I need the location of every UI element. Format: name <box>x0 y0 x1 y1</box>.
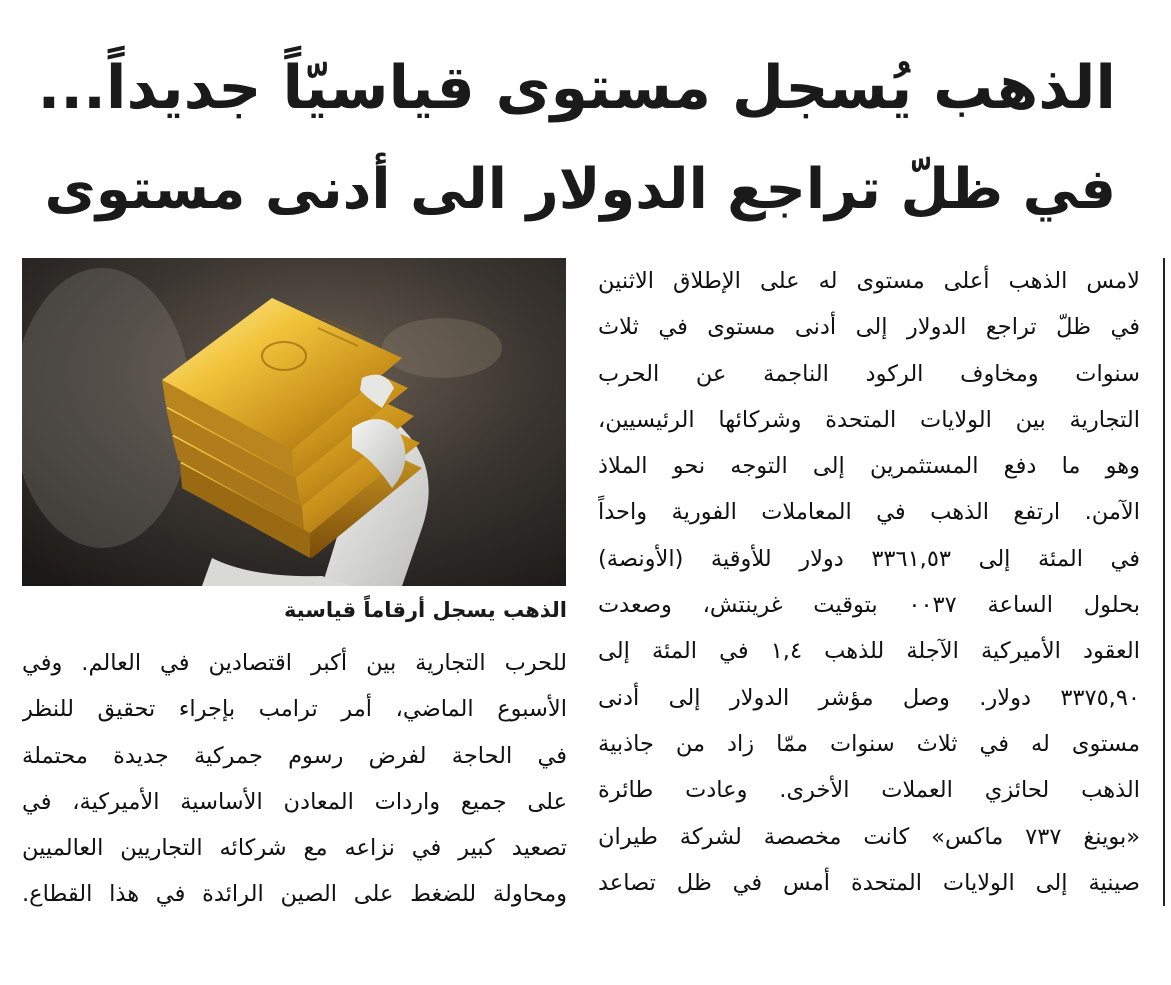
article-line: تصعيد كبير في نزاعه مع شركائه التجاريين العالميين <box>22 835 567 862</box>
article-line: في ظلّ تراجع الدولار إلى أدنى مستوى في ثلاث <box>598 314 1140 341</box>
article-line: التجارية بين الولايات المتحدة وشركائها الرئيسيين، <box>598 406 1140 433</box>
article-line: ومحاولة للضغط على الصين الرائدة في هذا القطاع. <box>22 881 567 908</box>
column-rule <box>1163 258 1165 906</box>
article-column-right <box>598 258 1140 906</box>
article-line: مستوى له في ثلاث سنوات ممّا زاد من جاذبية <box>598 730 1140 757</box>
article-line: الذهب لحائزي العملات الأخرى. وعادت طائرة <box>598 777 1140 804</box>
article-line: لامس الذهب أعلى مستوى له على الإطلاق الاثنين <box>598 268 1140 294</box>
article-line: للحرب التجارية بين أكبر اقتصادين في العالم. وفي <box>22 650 567 676</box>
gold-bars-photo <box>22 258 566 586</box>
article-line: «بوينغ ٧٣٧ ماكس» كانت مخصصة لشركة طيران <box>598 823 1140 850</box>
article-line: سنوات ومخاوف الركود الناجمة عن الحرب <box>598 360 1140 387</box>
article-line: الأسبوع الماضي، أمر ترامب بإجراء تحقيق للنظر <box>22 696 567 723</box>
article-line: وهو ما دفع المستثمرين إلى التوجه نحو الملاذ <box>598 453 1140 480</box>
article-line: الآمن. ارتفع الذهب في المعاملات الفورية واحداً <box>598 499 1140 526</box>
article-line: ٣٣٧٥,٩٠ دولار. وصل مؤشر الدولار إلى أدنى <box>598 684 1140 711</box>
headline-line-1: الذهب يُسجل مستوى قياسيّاً جديداً... <box>37 53 1116 123</box>
article-line: في الحاجة لفرض رسوم جمركية جديدة محتملة <box>22 742 567 769</box>
headline-line-2: في ظلّ تراجع الدولار الى أدنى مستوى <box>44 157 1116 222</box>
article-line: صينية إلى الولايات المتحدة أمس في ظل تصاعد <box>598 869 1140 896</box>
article-line: بحلول الساعة ٠٠٣٧ بتوقيت غرينتش، وصعدت <box>598 592 1140 619</box>
article-line: العقود الأميركية الآجلة للذهب ١,٤ في المئة إلى <box>598 638 1140 665</box>
article-line: على جميع واردات المعادن الأساسية الأميركية، في <box>22 788 567 815</box>
article-column-left <box>22 640 567 918</box>
photo-caption: الذهب يسجل أرقاماً قياسية <box>283 598 567 622</box>
article-line: في المئة إلى ٣٣٦١,٥٣ دولار للأوقية (الأونصة) <box>598 545 1140 572</box>
